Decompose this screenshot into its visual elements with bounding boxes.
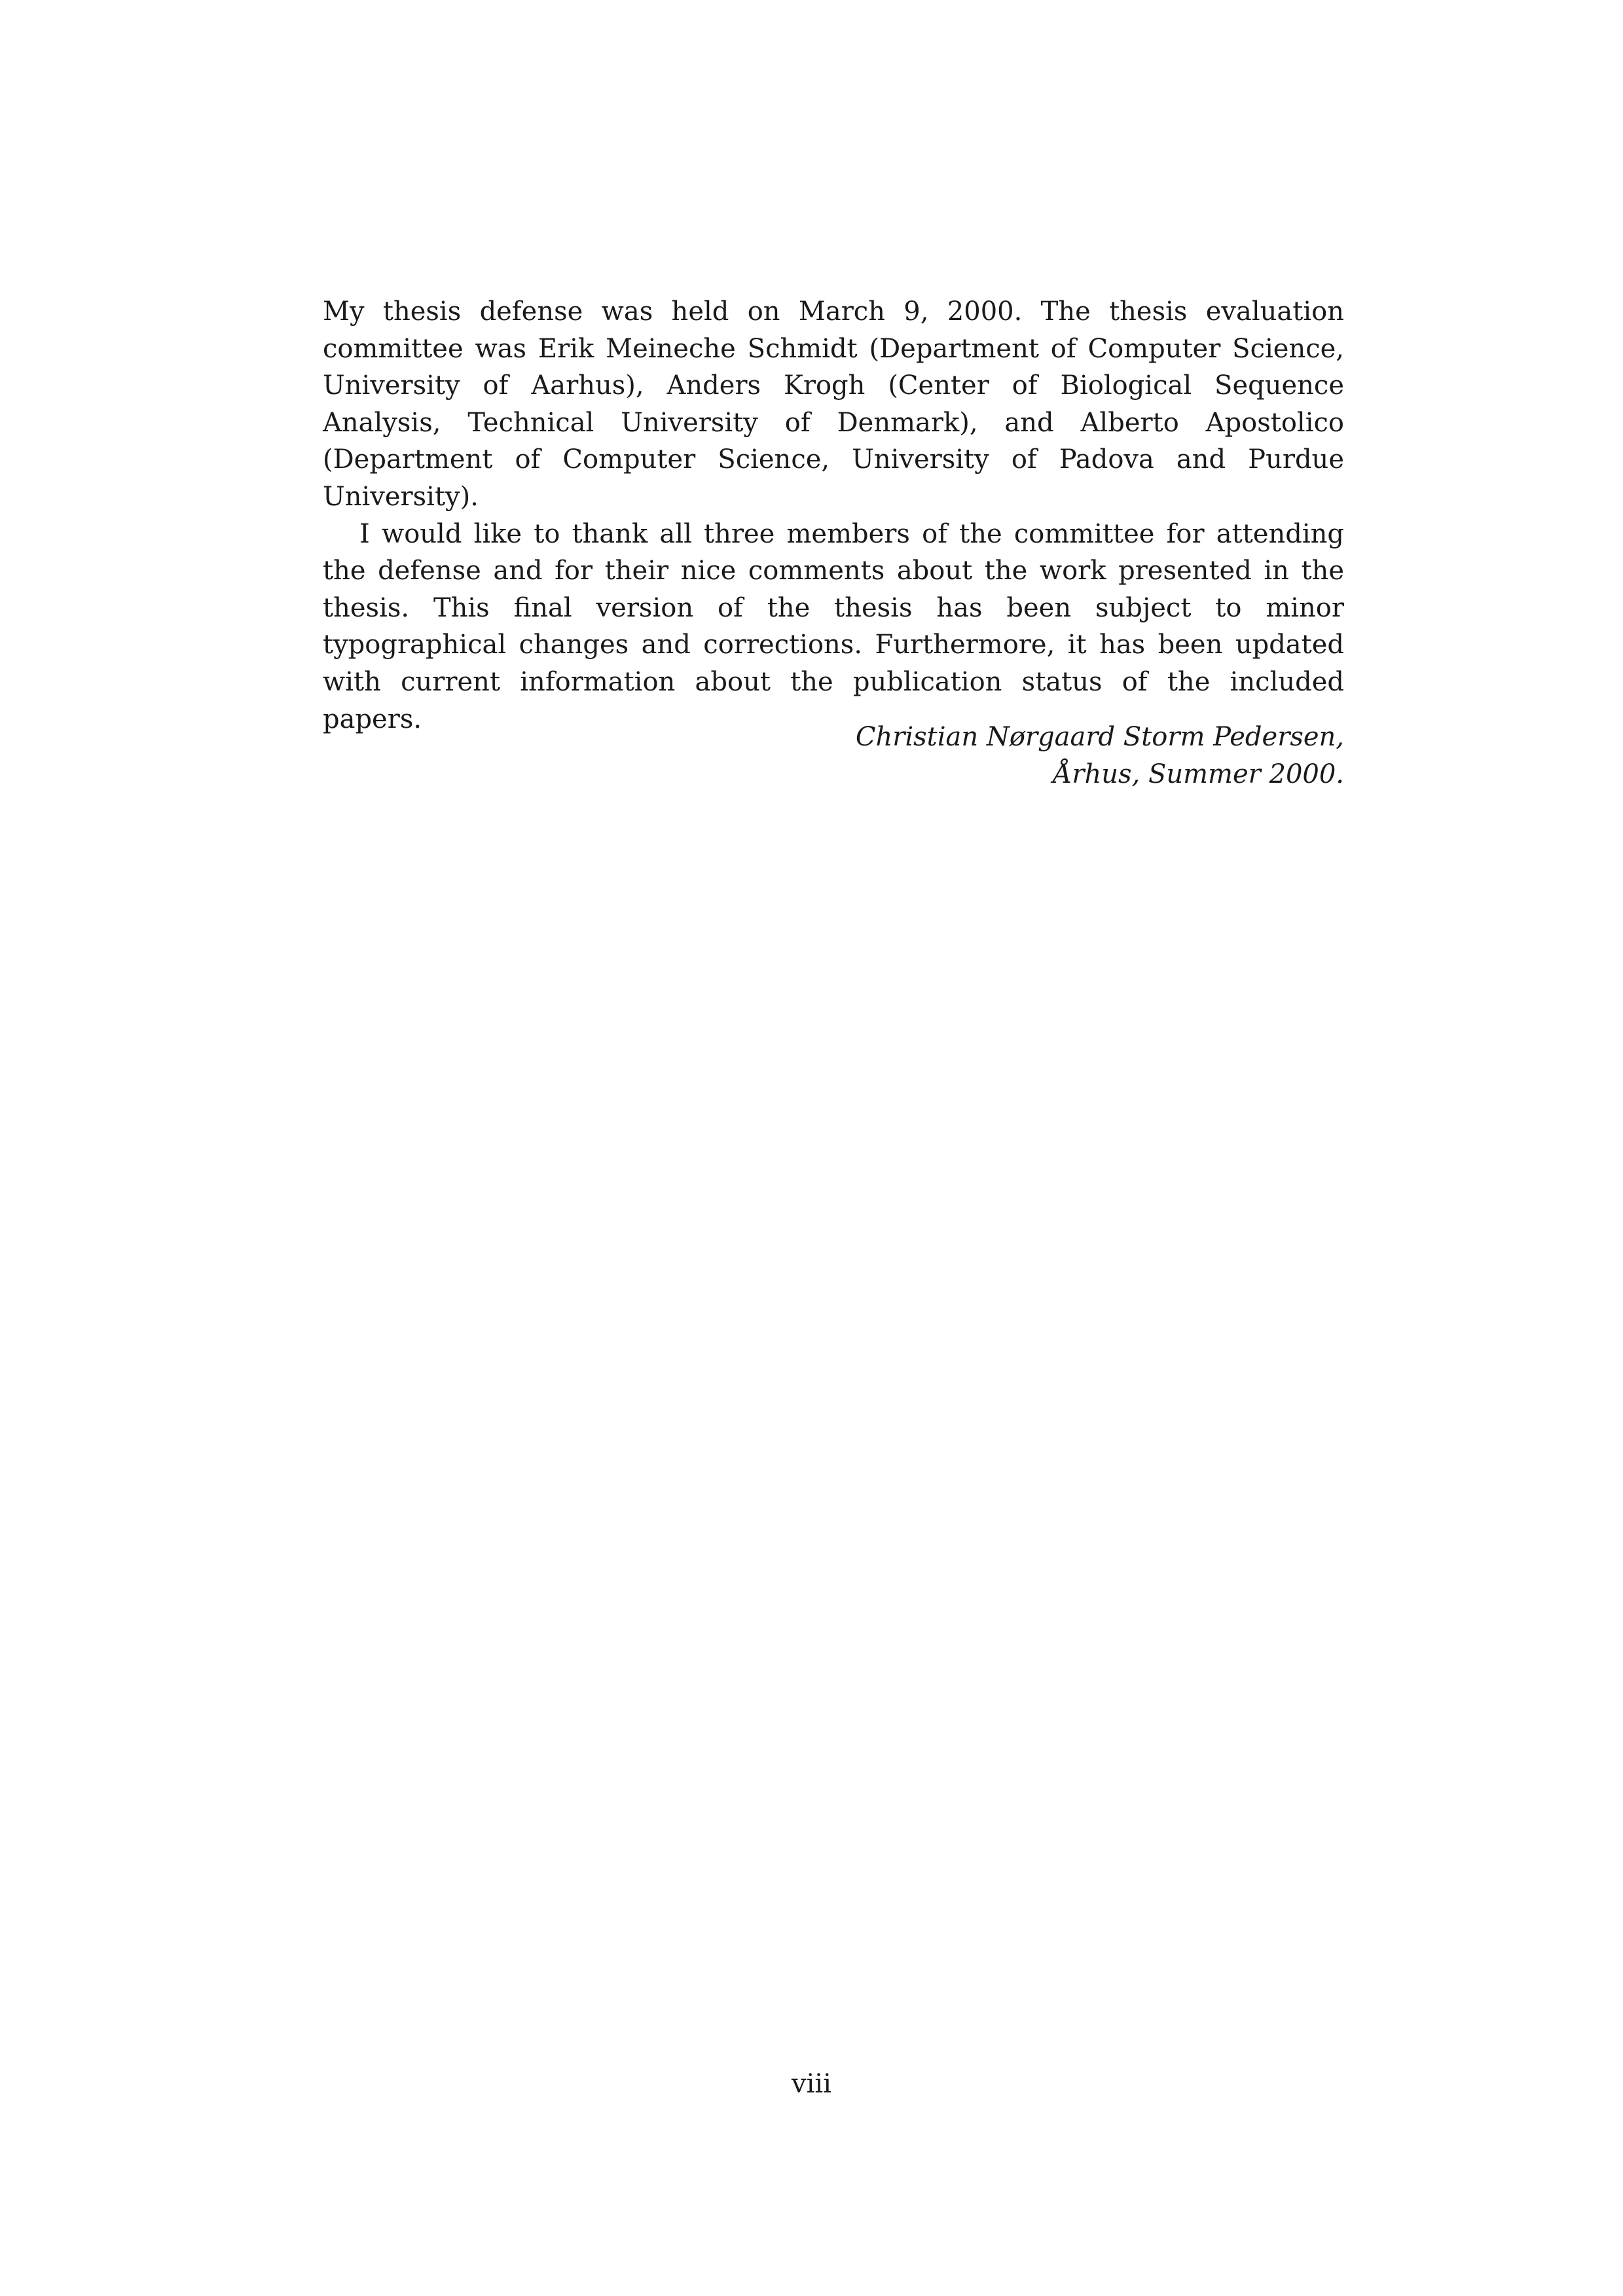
signature-place-date: Århus, Summer 2000. (1053, 759, 1344, 789)
body-text (323, 293, 1344, 738)
signature-block (786, 719, 1344, 793)
paragraph-acknowledgement: I would like to thank all three members of the committee for attending the defense and for their nice comments about the work presented in the thesis. This final version of the thesis has been subject to minor typographical changes and corrections. Furthermore, it has been updated with current information about the publication status of the included papers. (323, 518, 1344, 734)
signature-name: Christian Nørgaard Storm Pedersen, (855, 722, 1344, 752)
paragraph-defense: My thesis defense was held on March 9, 2000. The thesis evaluation committee was Erik Meineche Schmidt (Department of Computer Science, University of Aarhus), Anders Krogh (Center of Biological Sequence Analysis, Technical University of Denmark), and Alberto Apostolico (Department of Computer Science, University of Padova and Purdue University). (323, 296, 1344, 512)
page-number: viii (792, 2069, 831, 2099)
